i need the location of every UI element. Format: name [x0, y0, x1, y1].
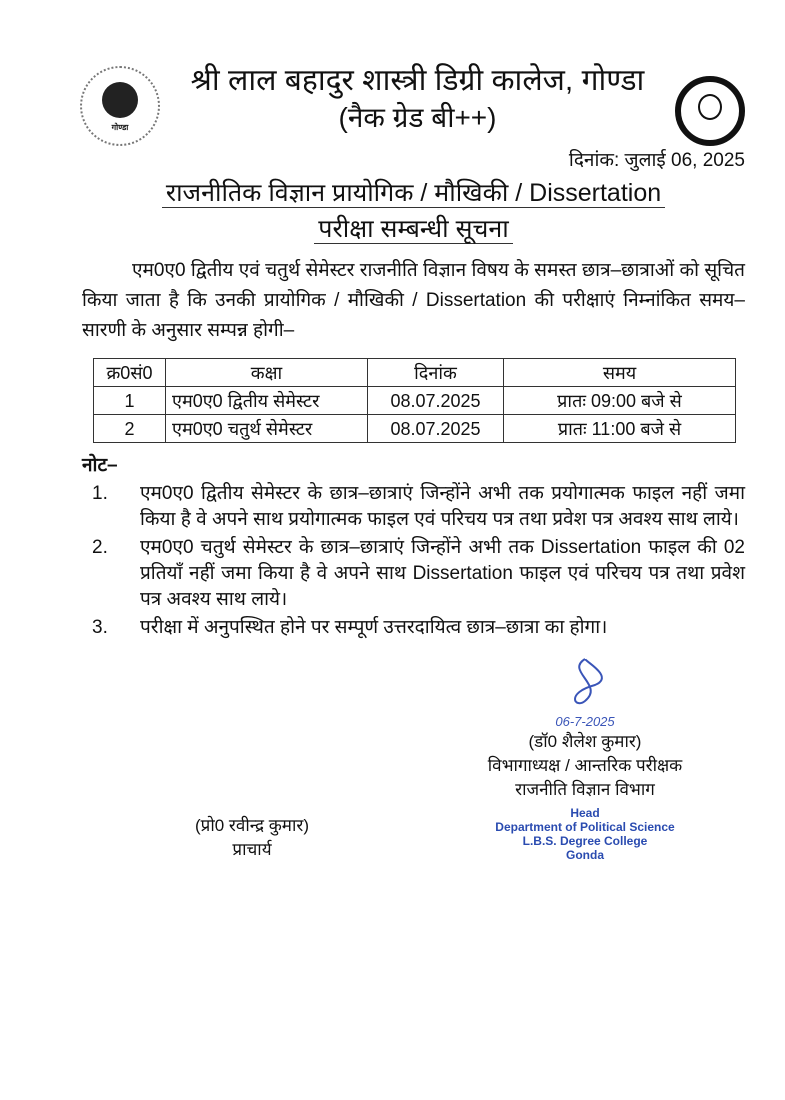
note-number: 2. — [92, 537, 108, 558]
table-row — [94, 387, 736, 415]
cell-date: 08.07.2025 — [368, 387, 504, 415]
notice-subheading — [82, 212, 745, 246]
letterhead-text — [160, 62, 675, 136]
hod-name: (डॉ0 शैलेश कुमार) — [528, 732, 642, 751]
note-text: एम0ए0 द्वितीय सेमेस्टर के छात्र–छात्राएं जिन्होंने अभी तक प्रयोगात्मक फाइल नहीं जमा किया है वे अपने साथ प्रयोगात्मक फाइल एवं परिचय पत्र तथा प्रवेश पत्र अवश्य साथ लाये। — [140, 483, 745, 530]
note-number: 3. — [92, 617, 108, 638]
stamp-line: Department of Political Science — [495, 820, 675, 834]
note-text: परीक्षा में अनुपस्थित होने पर सम्पूर्ण उत्तरदायित्व छात्र–छात्रा का होगा। — [140, 617, 608, 638]
heading-line-1: राजनीतिक विज्ञान प्रायोगिक / मौखिकी / Dissertation — [162, 179, 665, 208]
cell-time: प्रातः 09:00 बजे से — [504, 387, 736, 415]
notice-date: दिनांक: जुलाई 06, 2025 — [568, 150, 745, 171]
cell-class: एम0ए0 चतुर्थ सेमेस्टर — [166, 415, 368, 443]
signed-date: 06-7-2025 — [555, 714, 615, 729]
signature-row — [82, 655, 745, 862]
college-name: श्री लाल बहादुर शास्त्री डिग्री कालेज, गोण्डा — [190, 64, 645, 97]
department-stamp — [455, 806, 715, 862]
hod-signature-block — [455, 655, 715, 862]
letterhead — [80, 62, 745, 146]
note-item — [92, 481, 745, 533]
cell-class: एम0ए0 द्वितीय सेमेस्टर — [166, 387, 368, 415]
girl-education-logo — [675, 76, 745, 146]
hod-designation: विभागाध्यक्ष / आन्तरिक परीक्षक — [487, 756, 683, 775]
cell-time: प्रातः 11:00 बजे से — [504, 415, 736, 443]
naac-grade: (नैक ग्रेड बी++) — [338, 102, 497, 133]
col-date: दिनांक — [368, 359, 504, 387]
note-item — [92, 535, 745, 613]
note-text: एम0ए0 चतुर्थ सेमेस्टर के छात्र–छात्राएं जिन्होंने अभी तक Dissertation फाइल की 02 प्रतियाँ नहीं जमा किया है वे अपने साथ Dissertation फाइल एवं परिचय पत्र तथा प्रवेश पत्र अवश्य साथ लाये। — [140, 537, 745, 610]
college-logo: गोण्डा — [80, 66, 160, 146]
stamp-line: L.B.S. Degree College — [522, 834, 648, 848]
table-row — [94, 415, 736, 443]
hod-department: राजनीति विज्ञान विभाग — [515, 780, 655, 799]
principal-signature-block — [162, 814, 342, 862]
stamp-line: Head — [570, 806, 600, 820]
heading-line-2: परीक्षा सम्बन्धी सूचना — [314, 215, 512, 244]
col-serial: क्र0सं0 — [94, 359, 166, 387]
stamp-line: Gonda — [566, 848, 604, 862]
cell-serial: 2 — [94, 415, 166, 443]
cell-serial: 1 — [94, 387, 166, 415]
cell-date: 08.07.2025 — [368, 415, 504, 443]
handwritten-signature — [545, 655, 625, 707]
notice-heading — [82, 176, 745, 210]
table-header-row — [94, 359, 736, 387]
note-number: 1. — [92, 483, 108, 504]
schedule-table — [93, 358, 736, 443]
notice-paragraph: एम0ए0 द्वितीय एवं चतुर्थ सेमेस्टर राजनीति विज्ञान विषय के समस्त छात्र–छात्राओं को सूचित किया जाता है कि उनकी प्रायोगिक / मौखिकी / Dissertation की परीक्षाएं निम्नांकित समय–सारणी के अनुसार सम्पन्न होगी– — [82, 260, 745, 341]
col-time: समय — [504, 359, 736, 387]
note-label: नोट– — [82, 455, 118, 476]
principal-name: (प्रो0 रवीन्द्र कुमार) — [195, 816, 309, 835]
note-item — [92, 615, 745, 641]
principal-designation: प्राचार्य — [232, 840, 272, 859]
col-class: कक्षा — [166, 359, 368, 387]
